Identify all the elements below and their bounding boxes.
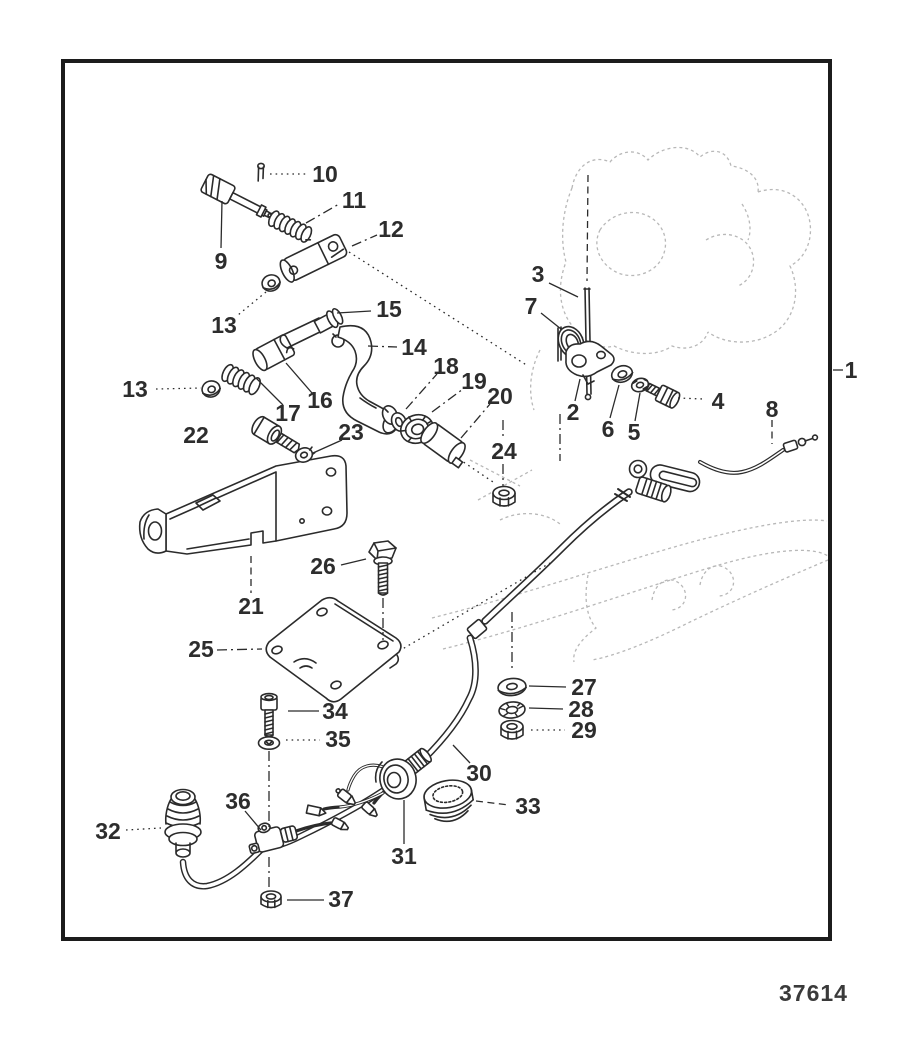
part-27-washer xyxy=(497,677,527,697)
callout-20: 20 xyxy=(487,383,513,409)
callout-34: 34 xyxy=(322,698,348,724)
leader-33 xyxy=(476,801,509,805)
callout-26: 26 xyxy=(310,553,336,579)
callout-17: 17 xyxy=(275,400,301,426)
leader-5 xyxy=(635,393,640,421)
leader-20 xyxy=(461,404,490,438)
leader-13a xyxy=(238,292,266,315)
callout-37: 37 xyxy=(328,886,354,912)
leader-2 xyxy=(575,379,580,401)
part-29-nut xyxy=(501,721,523,740)
part-21-bracket xyxy=(140,456,347,554)
part-13-washer-lower xyxy=(200,379,222,399)
leader-28 xyxy=(529,708,563,709)
callout-8: 8 xyxy=(765,396,779,422)
callout-21: 21 xyxy=(238,593,264,619)
part-9-screw xyxy=(200,173,277,225)
callout-7: 7 xyxy=(524,293,538,319)
leader-26 xyxy=(341,559,366,565)
part-36-clamp xyxy=(245,816,299,855)
callout-30: 30 xyxy=(466,760,492,786)
part-28-lock-washer xyxy=(498,701,526,720)
part-26-bolt xyxy=(369,541,396,595)
leader-6 xyxy=(610,385,619,418)
callout-18: 18 xyxy=(433,353,459,379)
callout-6: 6 xyxy=(601,416,615,442)
callout-31: 31 xyxy=(391,843,417,869)
part-15-pin-link xyxy=(280,307,345,348)
bullet-terminal-2 xyxy=(361,801,379,818)
leader-4 xyxy=(678,398,703,399)
part-13-washer-upper xyxy=(260,273,282,294)
part-6-washer xyxy=(610,363,635,385)
part-12-link-barrel xyxy=(277,233,348,284)
leader-7 xyxy=(541,313,561,329)
part-35-washer xyxy=(259,737,280,749)
leader-25 xyxy=(217,649,262,650)
part-11-spring xyxy=(267,209,316,244)
leader-9 xyxy=(221,201,222,248)
callout-11: 11 xyxy=(341,187,367,213)
callout-19: 19 xyxy=(461,368,487,394)
callout-25: 25 xyxy=(188,636,214,662)
callout-15: 15 xyxy=(376,296,402,322)
bullet-terminal-3 xyxy=(331,817,350,832)
part-8-cable xyxy=(700,435,817,473)
callout-5: 5 xyxy=(627,419,641,445)
part-24-nut xyxy=(493,487,515,507)
callout-16: 16 xyxy=(307,387,333,413)
callout-3: 3 xyxy=(531,261,545,287)
drawing-number: 37614 xyxy=(779,980,848,1006)
callout-23: 23 xyxy=(338,419,364,445)
part-30-tube xyxy=(424,638,476,759)
leader-11 xyxy=(306,204,339,223)
cable-jacket xyxy=(485,492,629,621)
part-10-cotter-pin xyxy=(258,163,264,181)
part-17-spring xyxy=(220,363,263,396)
callout-22: 22 xyxy=(183,422,209,448)
part-32-knob xyxy=(165,790,201,858)
callout-4: 4 xyxy=(711,388,725,414)
spade-terminal xyxy=(306,805,326,817)
callout-12: 12 xyxy=(378,216,404,242)
cable-anchor-assembly xyxy=(615,461,702,503)
callout-1: 1 xyxy=(844,357,858,383)
part-20-bushing xyxy=(418,420,472,469)
leader-13b xyxy=(156,388,201,389)
leader-3-axis xyxy=(587,175,588,281)
leader-3 xyxy=(549,283,578,297)
callout-24: 24 xyxy=(491,438,517,464)
callout-28: 28 xyxy=(568,696,594,722)
leader-32 xyxy=(126,828,161,830)
part-4-bolt xyxy=(644,379,681,409)
callout-36: 36 xyxy=(225,788,251,814)
callout-10: 10 xyxy=(312,161,338,187)
callout-27: 27 xyxy=(571,674,597,700)
callout-35: 35 xyxy=(325,726,351,752)
leader-12 xyxy=(352,235,377,246)
leader-19 xyxy=(432,389,463,412)
callout-9: 9 xyxy=(214,248,228,274)
callout-29: 29 xyxy=(571,717,597,743)
bullet-terminal-1 xyxy=(334,786,358,807)
callout-2: 2 xyxy=(566,399,580,425)
leader-27 xyxy=(529,686,566,687)
callout-33: 33 xyxy=(515,793,541,819)
leader-15 xyxy=(337,311,371,313)
callout-13b: 13 xyxy=(122,376,148,402)
part-34-bolt xyxy=(261,694,277,737)
leader-18 xyxy=(406,374,437,409)
callout-32: 32 xyxy=(95,818,121,844)
callout-14: 14 xyxy=(401,334,427,360)
part-25-plate xyxy=(266,598,401,702)
callout-13a: 13 xyxy=(211,312,237,338)
part-37-nut xyxy=(261,891,281,908)
